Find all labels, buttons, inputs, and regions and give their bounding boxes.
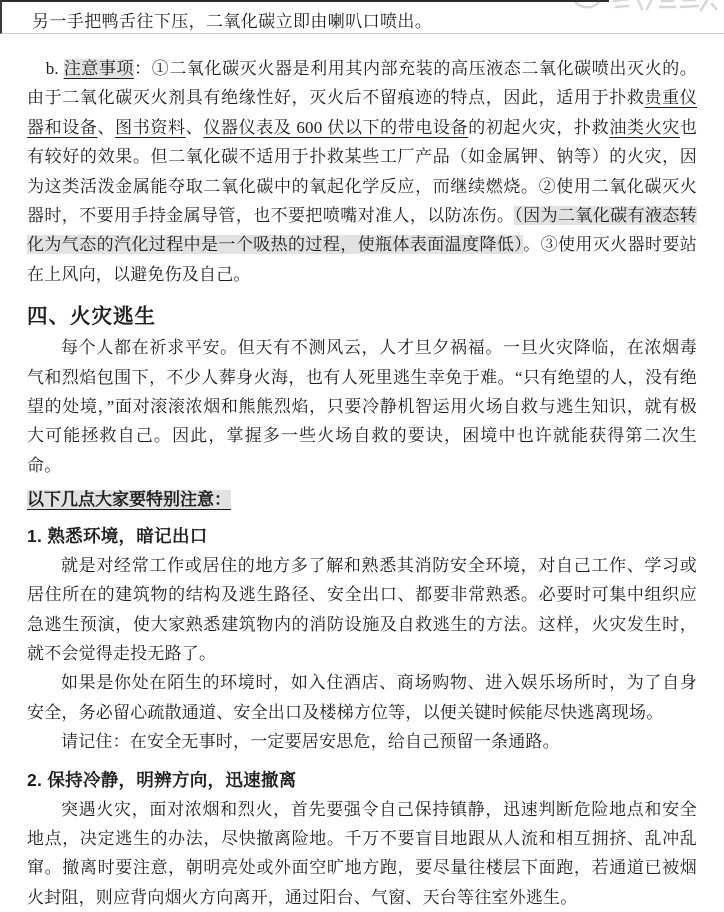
text-segment: 。③使用灭火器时要站在上风向，以避免伤及自己。: [27, 235, 697, 284]
sub1-paragraph-1: 就是对经常工作或居住的地方多了解和熟悉其消防安全环境，对自己工作、学习或居住所在的建筑物的结构及逃生路径、安全出口、都要非常熟悉。必要时可集中组织应急逃生预演，使大家熟悉建筑物内的消防设施及自救逃生的方法。这样，火灾发生时，就不会觉得走投无路了。: [27, 555, 697, 663]
text-segment: b.: [45, 59, 64, 78]
text-segment: 也有较好的效果。但二氧化碳不适用于扑救某些工厂产品（如金属钾、钠等）的火灾，因为这类活泼金属能夺取二氧化碳中的氧起化学反应，而继续燃烧。②使用二氧化碳灭火器时，不要用手持金属导管，也不要把喷嘴对准人，以防冻伤。: [27, 117, 698, 226]
document-content: [0, 54, 724, 912]
underlined-term: 油类火灾: [609, 117, 680, 137]
sub-heading-2: 2. 保持冷静，明辨方向，迅速撤离: [27, 769, 297, 790]
highlighted-term: 注意事项: [63, 59, 135, 78]
underlined-term: 仪器仪表及 600 伏以下的带电设备: [203, 117, 469, 137]
underlined-term: 贵重仪器和设备: [27, 88, 698, 137]
text-segment: 、: [97, 117, 116, 137]
text-segment: 、: [185, 117, 204, 137]
table-row-text: 另一手把鸭舌往下压，二氧化碳立即由喇叭口喷出。: [32, 12, 433, 31]
notice-line-text: 以下几点大家要特别注意：: [27, 490, 231, 510]
notice-line: [27, 485, 697, 514]
sub2-paragraph-1: 突遇火灾，面对浓烟和烈火，首先要强令自己保持镇静，迅速判断危险地点和安全地点，决定逃生的办法，尽快撤离险地。千万不要盲目地跟从人流和相互拥挤、乱冲乱窜。撤离时要注意，朝明亮处或外面空旷地方跑，要尽量往楼层下面跑，若通道已被烟火封阻，则应背向烟火方向离开，通过阳台、气窗、天台等往室外逃生。: [27, 799, 697, 907]
sub1-paragraph-3: 请记住：在安全无事时，一定要居安思危，给自己预留一条通路。: [61, 732, 560, 752]
underlined-term: 图书资料: [115, 117, 186, 137]
text-segment: 的初起火灾，扑救: [468, 117, 610, 137]
table-row: [0, 0, 724, 34]
notes-paragraph: [27, 54, 697, 289]
section-heading-fire-escape: 四、火灾逃生: [27, 305, 156, 329]
sub-heading-1: 1. 熟悉环境，暗记出口: [27, 525, 208, 546]
highlighted-note: （因为二氧化碳有液态转化为气态的汽化过程中是一个吸热的过程，使瓶体表面温度降低）: [27, 206, 697, 255]
text-segment: ：①二氧化碳灭火器是利用其内部充装的高压液态二氧化碳喷出灭火的。由于二氧化碳灭火剂具有绝缘性好，灭火后不留痕迹的特点，因此，适用于扑救: [27, 59, 697, 108]
intro-paragraph: 每个人都在祈求平安。但天有不测风云，人才旦夕祸福。一旦火灾降临，在浓烟毒气和烈焰包围下，不少人葬身火海，也有人死里逃生幸免于难。“只有绝望的人，没有绝望的处境，”面对滚滚浓烟和熊熊烈焰，只要冷静机智运用火场自救与逃生知识，就有极大可能拯救自己。因此，掌握多一些火场自救的要诀，困境中也许就能获得第二次生命。: [27, 338, 697, 475]
sub1-paragraph-2: 如果是你处在陌生的环境时，如入住酒店、商场购物、进入娱乐场所时，为了自身安全，务必留心疏散通道、安全出口及楼梯方位等，以便关键时候能尽快逃离现场。: [27, 673, 697, 722]
